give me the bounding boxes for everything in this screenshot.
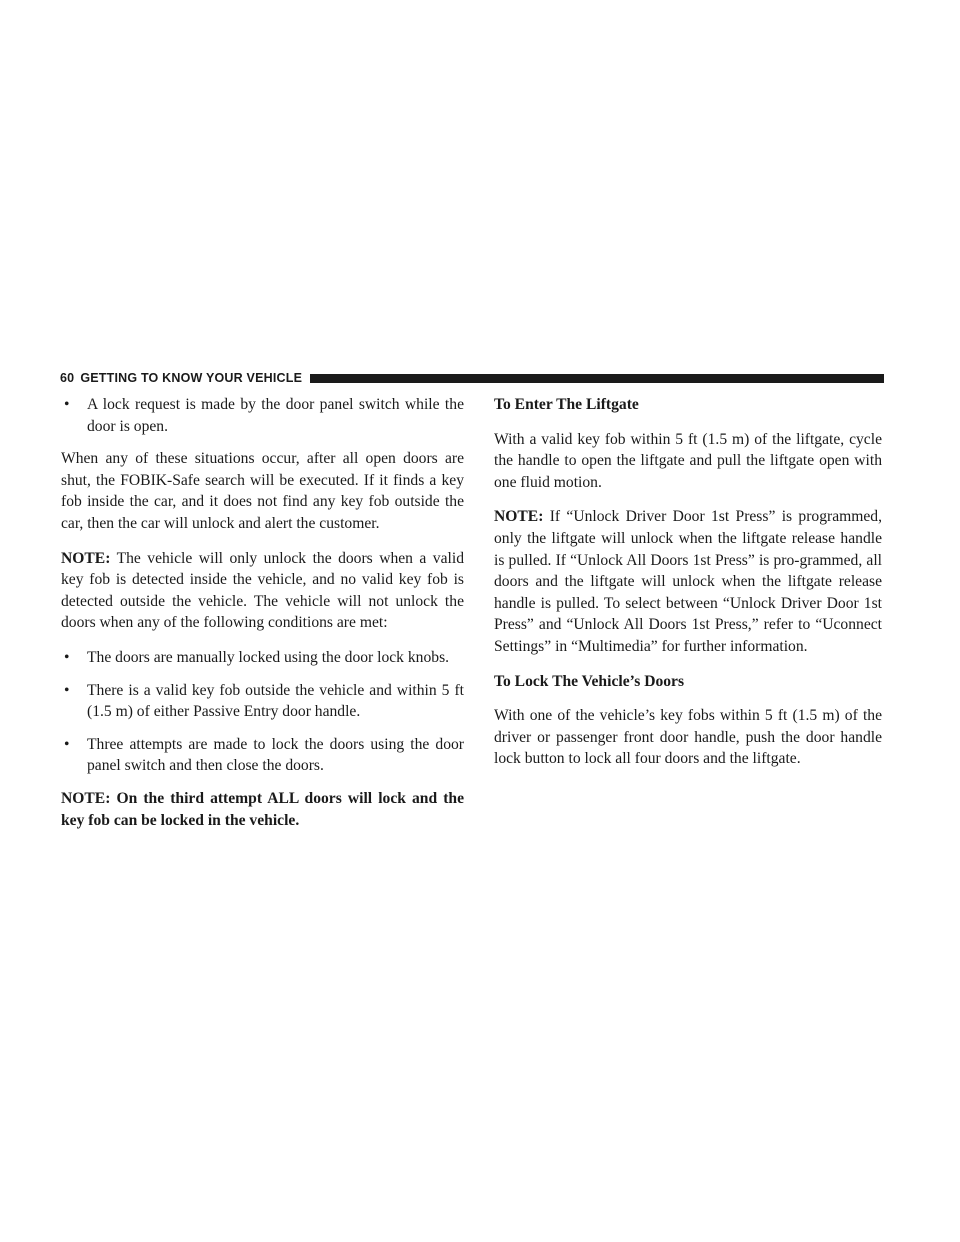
left-column [61, 394, 464, 844]
paragraph: With a valid key fob within 5 ft (1.5 m) of the liftgate, cycle the handle to open the liftgate and pull the liftgate open with one fluid motion. [494, 430, 882, 491]
note-paragraph [61, 548, 464, 634]
paragraph: When any of these situations occur, after all open doors are shut, the FOBIK-Safe search will be executed. If it finds a key fob inside the car, and it does not find any key fob outside the car, then the car will unlock and alert the customer. [61, 450, 464, 532]
list-item-text: Three attempts are made to lock the doors using the door panel switch and then close the doors. [87, 735, 464, 775]
bullet-icon: • [64, 735, 70, 753]
list-item [61, 734, 464, 777]
list-item-text: There is a valid key fob outside the vehicle and within 5 ft (1.5 m) of either Passive Entry door handle. [87, 681, 464, 721]
note-paragraph [494, 506, 882, 657]
section-title: GETTING TO KNOW YOUR VEHICLE [80, 371, 303, 385]
page-number: 60 [60, 371, 75, 385]
note-label: NOTE: [494, 508, 544, 526]
list-item-text: A lock request is made by the door panel switch while the door is open. [87, 396, 464, 435]
bullet-icon: • [64, 648, 70, 666]
list-item [61, 647, 464, 669]
page-header [60, 370, 884, 386]
section-heading: To Enter The Liftgate [494, 396, 639, 413]
list-item [61, 680, 464, 723]
note-text: The vehicle will only unlock the doors when a valid key fob is detected inside the vehicle, and no valid key fob is detected outside the vehicle. The vehicle will not unlock the doors when any of the following conditions are met: [61, 549, 464, 632]
list-item-text: The doors are manually locked using the door lock knobs. [87, 648, 450, 666]
warning-note: NOTE: On the third attempt ALL doors will lock and the key fob can be locked in the vehicle. [61, 789, 464, 829]
header-rule [310, 374, 884, 383]
list-item [61, 394, 464, 437]
bullet-icon: • [64, 681, 70, 699]
note-label: NOTE: [61, 549, 111, 567]
right-column [494, 394, 882, 783]
section-heading: To Lock The Vehicle’s Doors [494, 672, 685, 690]
paragraph: With one of the vehicle’s key fobs within 5 ft (1.5 m) of the driver or passenger front door handle, push the door handle lock button to lock all four doors and the liftgate. [494, 707, 882, 768]
bullet-icon: • [64, 396, 70, 413]
note-text: If “Unlock Driver Door 1st Press” is programmed, only the liftgate will unlock when the liftgate release handle is pulled. If “Unlock All Doors 1st Press” is pro-grammed, all doors and the liftgate will unlock when the liftgate release handle is pulled. To select between “Unlock Driver Door 1st Press” and “Unlock All Doors 1st Press,” refer to “Uconnect Settings” in “Multimedia” for further information. [494, 508, 882, 655]
